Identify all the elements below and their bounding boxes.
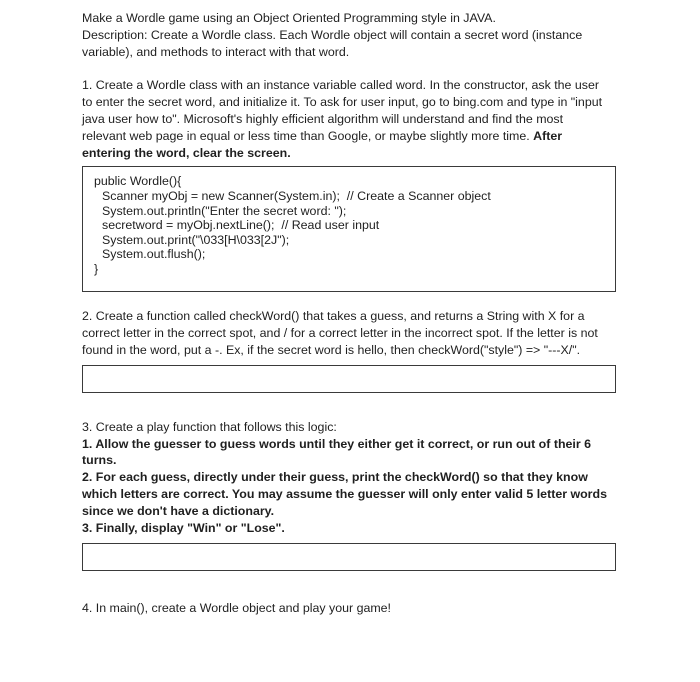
code-line: System.out.print("\033[H\033[2J"); <box>102 232 290 247</box>
step-1-line: to enter the secret word, and initialize it. To ask for user input, go to bing.com and type in "input <box>82 95 603 110</box>
intro-section <box>82 10 622 60</box>
step-3-bold-line: 2. For each guess, directly under their guess, print the checkWord() so that they know <box>82 470 588 485</box>
step-3-bold-line: turns. <box>82 453 117 468</box>
step-1-line <box>82 128 622 145</box>
step-1-line: java user how to". Microsoft's highly efficient algorithm will understand and find the most <box>82 111 564 126</box>
step-4-line: 4. In main(), create a Wordle object and play your game! <box>82 601 392 616</box>
code-line: public Wordle(){ <box>94 174 182 189</box>
step-2-answer-box[interactable] <box>82 365 616 393</box>
intro-description-line: Description: Create a Wordle class. Each Wordle object will contain a secret word (instance <box>82 27 583 42</box>
step-1-text: relevant web page in equal or less time than Google, or maybe slightly more time. <box>82 128 530 143</box>
step-2-section <box>82 308 622 358</box>
code-snippet-box <box>82 166 616 292</box>
code-line: System.out.flush(); <box>102 247 206 262</box>
assignment-document <box>82 10 622 617</box>
step-1-bold-text: After <box>533 128 563 143</box>
step-2-line: 2. Create a function called checkWord() that takes a guess, and returns a String with X for a <box>82 309 585 324</box>
step-3-bold-line: 1. Allow the guesser to guess words until they either get it correct, or run out of their 6 <box>82 436 592 451</box>
step-2-line: correct letter in the correct spot, and / for a correct letter in the incorrect spot. If the letter is not <box>82 326 598 341</box>
step-1-line: 1. Create a Wordle class with an instance variable called word. In the constructor, ask the user <box>82 78 599 93</box>
code-line-closing-brace: } <box>94 261 99 276</box>
step-3-bold-line: 3. Finally, display "Win" or "Lose". <box>82 520 285 535</box>
step-2-line: found in the word, put a -. Ex, if the secret word is hello, then checkWord("style") => "---X/". <box>82 342 581 357</box>
step-4-section <box>82 600 622 617</box>
code-line: Scanner myObj = new Scanner(System.in); // Create a Scanner object <box>102 188 491 203</box>
step-3-bold-line: since we don't have a dictionary. <box>82 503 275 518</box>
step-3-intro: 3. Create a play function that follows this logic: <box>82 419 337 434</box>
code-line: secretword = myObj.nextLine(); // Read user input <box>102 218 380 233</box>
step-3-answer-box[interactable] <box>82 543 616 571</box>
intro-title: Make a Wordle game using an Object Oriented Programming style in JAVA. <box>82 11 496 25</box>
step-3-bold-line: which letters are correct. You may assume the guesser will only enter valid 5 letter words <box>82 486 607 501</box>
step-1-bold-line: entering the word, clear the screen. <box>82 145 291 160</box>
intro-description-line: variable), and methods to interact with that word. <box>82 44 350 59</box>
step-1-section <box>82 77 622 161</box>
code-line: System.out.println("Enter the secret word: "); <box>102 203 347 218</box>
step-3-section <box>82 419 622 537</box>
